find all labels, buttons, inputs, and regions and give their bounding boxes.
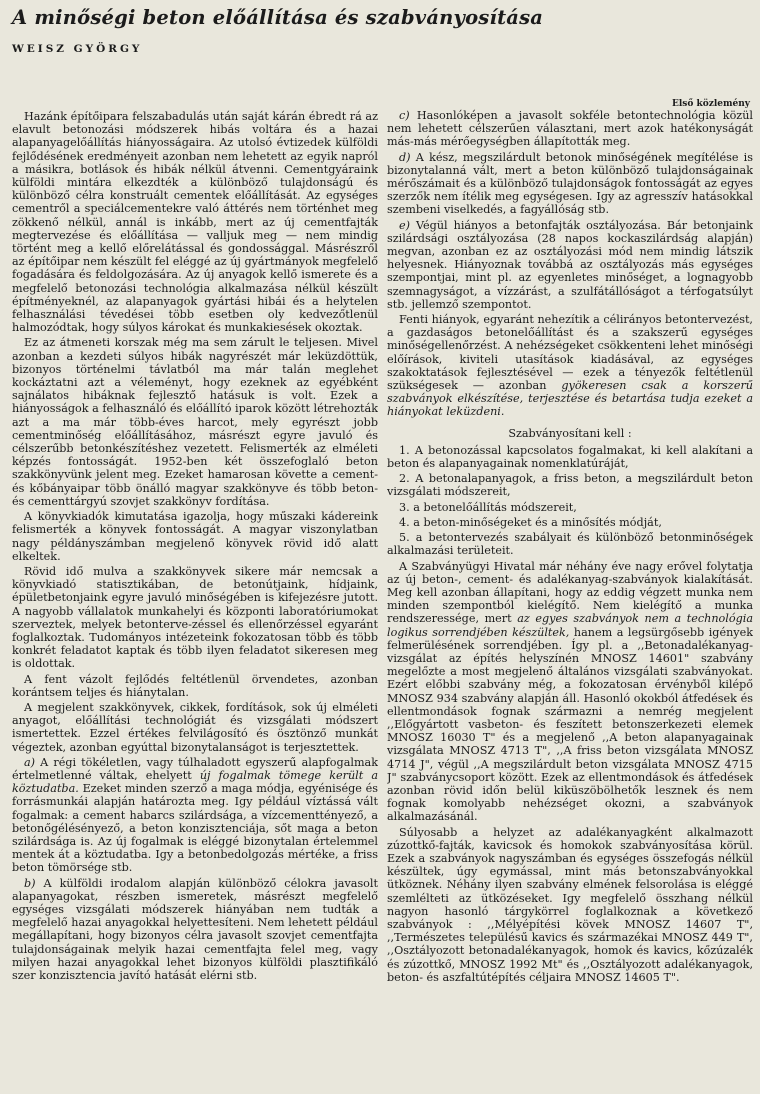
paragraph: Fenti hiányok, egyaránt nehezítik a célirányos betontervezést, a gazdaságos betonelőállítást és a szakszerű egységes minőségellenőrzést. A nehézségeket csökkenteni lehet minőségi előírások, kiviteli utasítások kiadásával, az egységes szakoktatások fejlesztésével — ezek a tényezők feltétlenül szükségesek — azonban gyökeresen csak a korszerű szabványok elkészítése, terjesztése és betartása tudja ezeket a hiányokat leküzdeni. <box>387 313 753 419</box>
list-item: 1. A betonozással kapcsolatos fogalmakat, ki kell alakítani a beton és alapanyagainak nomenklatúráját, <box>387 443 753 471</box>
subheading: Szabványosítani kell : <box>508 426 632 440</box>
paragraph-d: d) A kész, megszilárdult betonok minőségének megítélése is bizonytalanná vált, mert a beton különböző tulajdonságainak mérőszámait és a különböző tulajdonságok fontosságát az egyes szerzők nem ítélik meg egységesen. Igy az agresszív hatásokkal szembeni viselkedés, a fagyállóság stb. <box>387 150 753 217</box>
list-item: 4. a beton-minőségeket és a minősítés módját, <box>399 515 662 529</box>
list-item: 2. A betonalapanyagok, a friss beton, a megszilárdult beton vizsgálati módszereit, <box>387 472 753 499</box>
list-item: 3. a betonelőállítás módszereit, <box>399 500 577 514</box>
paragraph: Hazánk építőipara felszabadulás után saját kárán ébredt rá az elavult betonozási módszerek hibás voltára és a hazai alapanyagelőállítás hiányosságaira. Az utolsó évtizedek külföldi fejlődésének eredményeit azonban nem lehetett az egyik napról a másikra, botlások és hibák nélkül átvenni. Cementgyáraink külföldi mintára elkezdték a különböző tulajdonságú és különböző célra konstruált cementek előállítását. Az egységes cementről a speciálcementekre való áttérés nem történhet meg zökkenő nélkül, annál is inkább, mert az új cementfajták megtervezése és előállítása — valljuk meg — nem mindig történt meg a kellő előrelátással és gondossággal. Másrészről az építőipar nem készült fel eléggé az új gyártmányok megfelelő fogadására és feldolgozására. Az új anyagok kellő ismerete és a megfelelő betonozási technológia alkalmazása nélkül készült építményeknél, az alapanyagok gyártási hibái és a helytelen felhasználási tévedései több esetben oly kedvezőtlenül halmozódtak, hogy súlyos károkat és munkakiesések okoztak. <box>12 110 378 335</box>
paragraph: Rövid idő mulva a szakkönyvek sikere már nemcsak a könyvkiadó statisztikában, de betonútjaink, hídjaink, épületbetonjaink egyre javuló minőségében is kifejezésre jutott. A nagyobb vállalatok munkahelyi és központi laboratóriumokat szerveztek, melyek betonterve-zéssel és ellenőrzéssel egyaránt foglalkoztak. Tudományos intézeteink fokozatosan több és több konkrét feladatot kaptak és több ilyen feladatot sikeresen meg is oldottak. <box>12 564 378 671</box>
paragraph: Ez az átmeneti korszak még ma sem zárult le teljesen. Mivel azonban a kezdeti súlyos hibák nagyrészét már leküzdöttük, bizonyos történelmi távlatból ma már talán meglehet kockáztatni azt a véleményt, hogy ezeknek az egyébként sajnálatos hibáknak fejlesztő hatásuk is volt. Ezek a hiányosságok a felhasználó és előállító iparok között létrehozták azt a ma már több-éves harcot, mely egyrészt jobb cementminőség előállításához, másrészt egyre javuló és célszerűbb betonkészítéshez vezetett. Felismerték az elméleti képzés fontosságát. 1952-ben két összefoglaló beton szakkönyvünk jelent meg. Ezeket hamarosan követte a cement- és kőbányaipar több önálló magyar szakkönyve és több beton- és cementtárgyú szovjet szakkönyv fordítása. <box>12 336 378 508</box>
author-name: WEISZ GYÖRGY <box>12 43 143 55</box>
paragraph: Súlyosabb a helyzet az adalékanyagként alkalmazott zúzottkő-fajták, kavicsok és homokok szabványosítása körül. Ezek a szabványok nagyszámban és egységes összefogás nélkül készültek, úgy egymással, mint más betonszabványokkal ütköznek. Néhány ilyen szabvány elmének felsorolása is eléggé szemlélteti az ütközéseket. Igy megfelelő összhang nélkül nagyon hasonló tárgykörrel foglalkoznak a következő szabványok : ,,Mélyépítési kövek MNOSZ 14607 T", ,,Természetes településű kavics és származékai MNOSZ 449 T", ,,Osztályozott betonadalékanyagok, homok és kavics, kőzúzalék és zúzottkő, MNOSZ 1992 Mt" és ,,Osztályozott adalékanyagok, beton- és aszfaltútépítés céljaira MNOSZ 14605 T". <box>387 825 753 984</box>
paragraph: A könyvkiadók kimutatása igazolja, hogy műszaki kádereink felismerték a könyvek fontosságát. A magyar viszonylatban nagy példányszámban megjelenő könyvek rövid idő alatt elkeltek. <box>12 510 378 563</box>
paragraph-b: b) A külföldi irodalom alapján különböző célokra javasolt alapanyagokat, részben ismeretek, másrészt megfelelő egységes vizsgálati módszerek hiányában nem tudták a megfelelő hazai anyagokkal helyettesíteni. Nem lehetett például megállapítani, hogy bizonyos célra javasolt szovjet cementfajta tulajdonságainak melyik hazai cementfajta felel meg, vagy milyen hazai anyagokkal lehet bizonyos külföldi plasztifikáló szer konzisztencia javító hatását elérni stb. <box>12 876 378 982</box>
right-column <box>387 109 753 1091</box>
left-column <box>12 110 378 1092</box>
article-title: A minőségi beton előállítása és szabványosítása <box>12 6 544 29</box>
paragraph: A megjelent szakkönyvek, cikkek, fordítások, sok új elméleti anyagot, előállítási technológiát és vizsgálati módszert ismertettek. Ezzel értékes felvilágosító és ösztönző munkát végeztek, azonban egyúttal bizonytalanságot is terjesztettek. <box>12 700 378 754</box>
paragraph-a: a) A régi tökéletlen, vagy túlhaladott egyszerű alapfogalmak értelmetlenné váltak, ehelyett új fogalmak tömege került a köztudatba. Ezeket minden szerző a maga módja, egyénisége és forrásmunkái alapján határozta meg. Igy például víztássá vált fogalmak: a cement habarcs szilárdsága, a vízcementtényező, a betonőgélésényező, a beton konzisztenciája, sőt maga a beton szilárdsága is. Az új fogalmak is eléggé bizonytalan értelemmel mentek át a köztudatba. Igy a betonbedolgozás mértéke, a friss beton tömörsége stb. <box>12 755 378 875</box>
paragraph-e: e) Végül hiányos a betonfajták osztályozása. Bár betonjaink szilárdsági osztályozása (28 napos kockaszilárdság alapján) megvan, azonban ez az osztályozási mód nem mindig látszik helyesnek. Hiányoznak továbbá az osztályozás más egységes szempontjai, mint pl. az egyenletes minőséget, a lognagyobb szemnagyságot, a vízzárást, a szulfátállóságot a térfogatsúlyt stb. jellemző szempontot. <box>387 218 753 311</box>
list-item: 5. a betontervezés szabályait és különböző betonminőségek alkalmazási területeit. <box>387 531 753 558</box>
series-note: Első közlemény <box>672 99 750 109</box>
paragraph: A fent vázolt fejlődés feltétlenül örvendetes, azonban korántsem teljes és hiánytalan. <box>12 672 378 699</box>
paragraph-c: c) Hasonlóképen a javasolt sokféle betontechnológia közül nem lehetett célszerűen választani, mert azok hatékonyságát más-más mérőegységben állapították meg. <box>387 109 753 149</box>
paragraph: A Szabványügyi Hivatal már néhány éve nagy erővel folytatja az új beton-, cement- és adalékanyag-szabványok kialakítását. Meg kell azonban állapítani, hogy az eddig végzett munka nem minden szempontból kielégítő. Nem kielégítő a munka rendszeressége, mert az egyes szabványok nem a technológia logikus sorrendjében készültek, hanem a legsürgősebb igények felmerülésének sorrendjében. Így pl. a ,,Betonadalékanyag-vizsgálat az építés helyszínén MNOSZ 14601" szabvány megelőzte a most megjelenő általános vizsgálati szabványokat. Ezért előbbi szabvány még, a fokozatosan érvényből kilépő MNOSZ 934 szabvány alapján áll. Hasonló okokból átfedések és ellentmondások fognak származni a nemrég megjelent ,,Előgyártott vasbeton- és feszített betonszerkezeti elemek MNOSZ 16030 T" és a megjelenő ,,A beton alapanyagainak vizsgálata MNOSZ 4713 T", ,,A friss beton vizsgálata MNOSZ 4714 J", végül ,,A megszilárdult beton vizsgálata MNOSZ 4715 J" szabványcsoport között. Ezek az ellentmondások és átfedések azonban rövid időn belül kiküszöbölhetők lesznek és nem fognak komolyabb nehézséget okozni, a szabványok alkalmazásánál. <box>387 559 753 824</box>
